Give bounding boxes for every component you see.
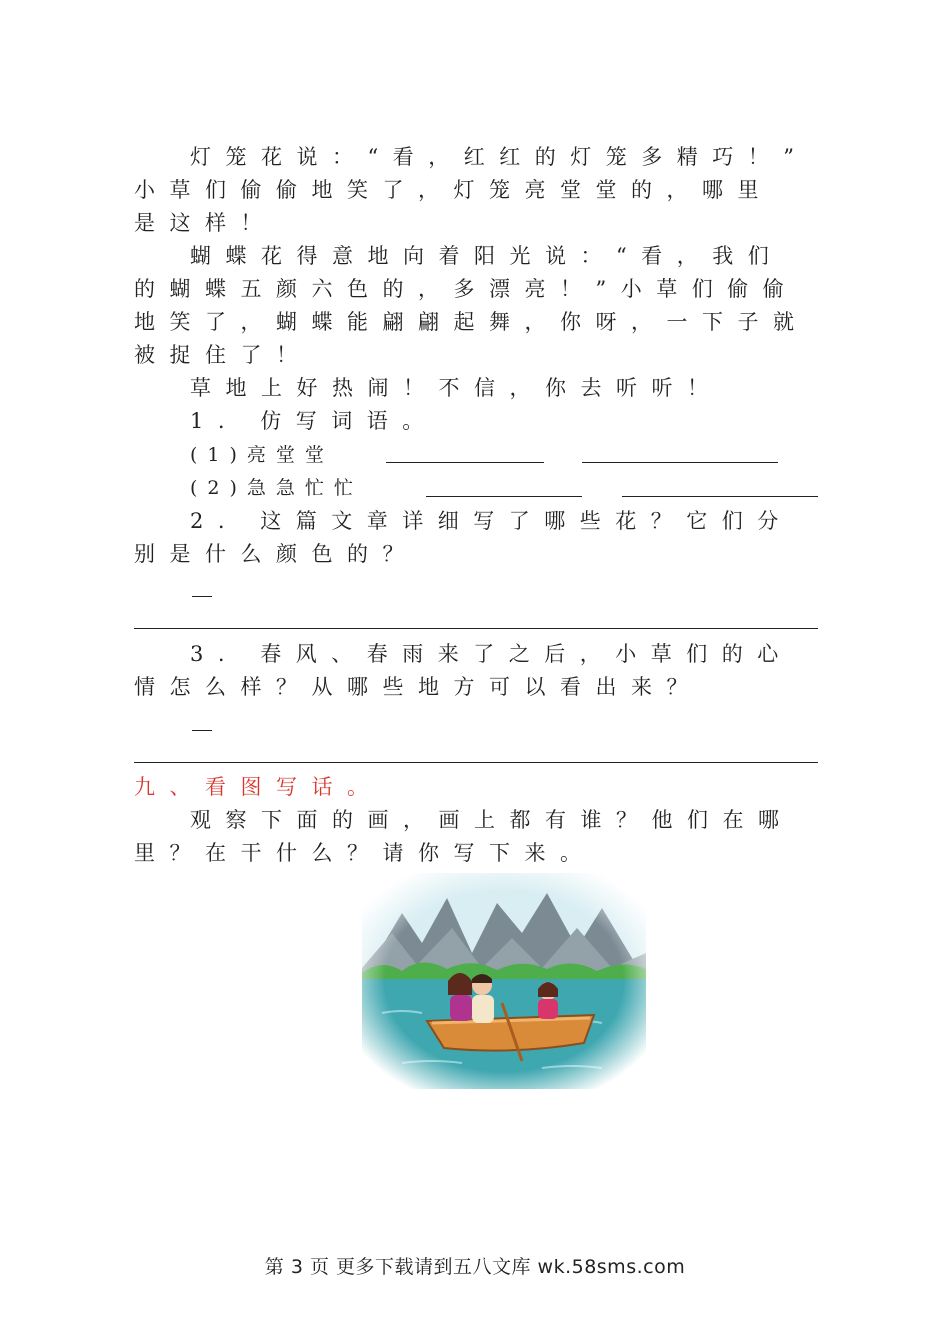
answer-dash [192, 730, 212, 731]
passage-line: 被捉住了！ [134, 343, 312, 367]
question-1-item-b: (2)急急忙忙 [190, 477, 363, 499]
answer-blank[interactable] [386, 462, 544, 463]
answer-blank[interactable] [622, 496, 818, 497]
question-2-line: 别是什么颜色的？ [134, 542, 418, 566]
page-footer: 第 3 页 更多下载请到五八文库 wk.58sms.com [264, 1256, 686, 1278]
section-9-prompt: 里？在干什么？请你写下来。 [134, 841, 596, 865]
boat-picture [362, 873, 646, 1089]
passage-line: 蝴蝶花得意地向着阳光说：“看，我们 [190, 244, 784, 268]
answer-dash [192, 596, 212, 597]
answer-blank[interactable] [426, 496, 582, 497]
passage-line: 灯笼花说：“看，红红的灯笼多精巧！” [190, 145, 809, 169]
passage-line: 的蝴蝶五颜六色的，多漂亮！”小草们偷偷 [134, 277, 799, 301]
question-1-item-a: (1)亮堂堂 [190, 444, 334, 466]
section-9-title: 九、看图写话。 [134, 775, 383, 799]
answer-blank[interactable] [582, 462, 778, 463]
answer-line[interactable] [134, 628, 818, 629]
question-1-title: 1. 仿写词语。 [190, 409, 438, 433]
question-2-line: 2. 这篇文章详细写了哪些花？它们分 [190, 509, 793, 533]
question-3-line: 情怎么样？从哪些地方可以看出来？ [134, 675, 702, 699]
question-3-line: 3. 春风、春雨来了之后，小草们的心 [190, 642, 793, 666]
passage-line: 地笑了，蝴蝶能翩翩起舞，你呀，一下子就 [134, 310, 809, 334]
section-9-prompt: 观察下面的画，画上都有谁？他们在哪 [190, 808, 794, 832]
passage-line: 小草们偷偷地笑了，灯笼亮堂堂的，哪里 [134, 178, 773, 202]
passage-line: 是这样！ [134, 211, 276, 235]
answer-line[interactable] [134, 762, 818, 763]
passage-line: 草地上好热闹！不信，你去听听！ [190, 376, 723, 400]
